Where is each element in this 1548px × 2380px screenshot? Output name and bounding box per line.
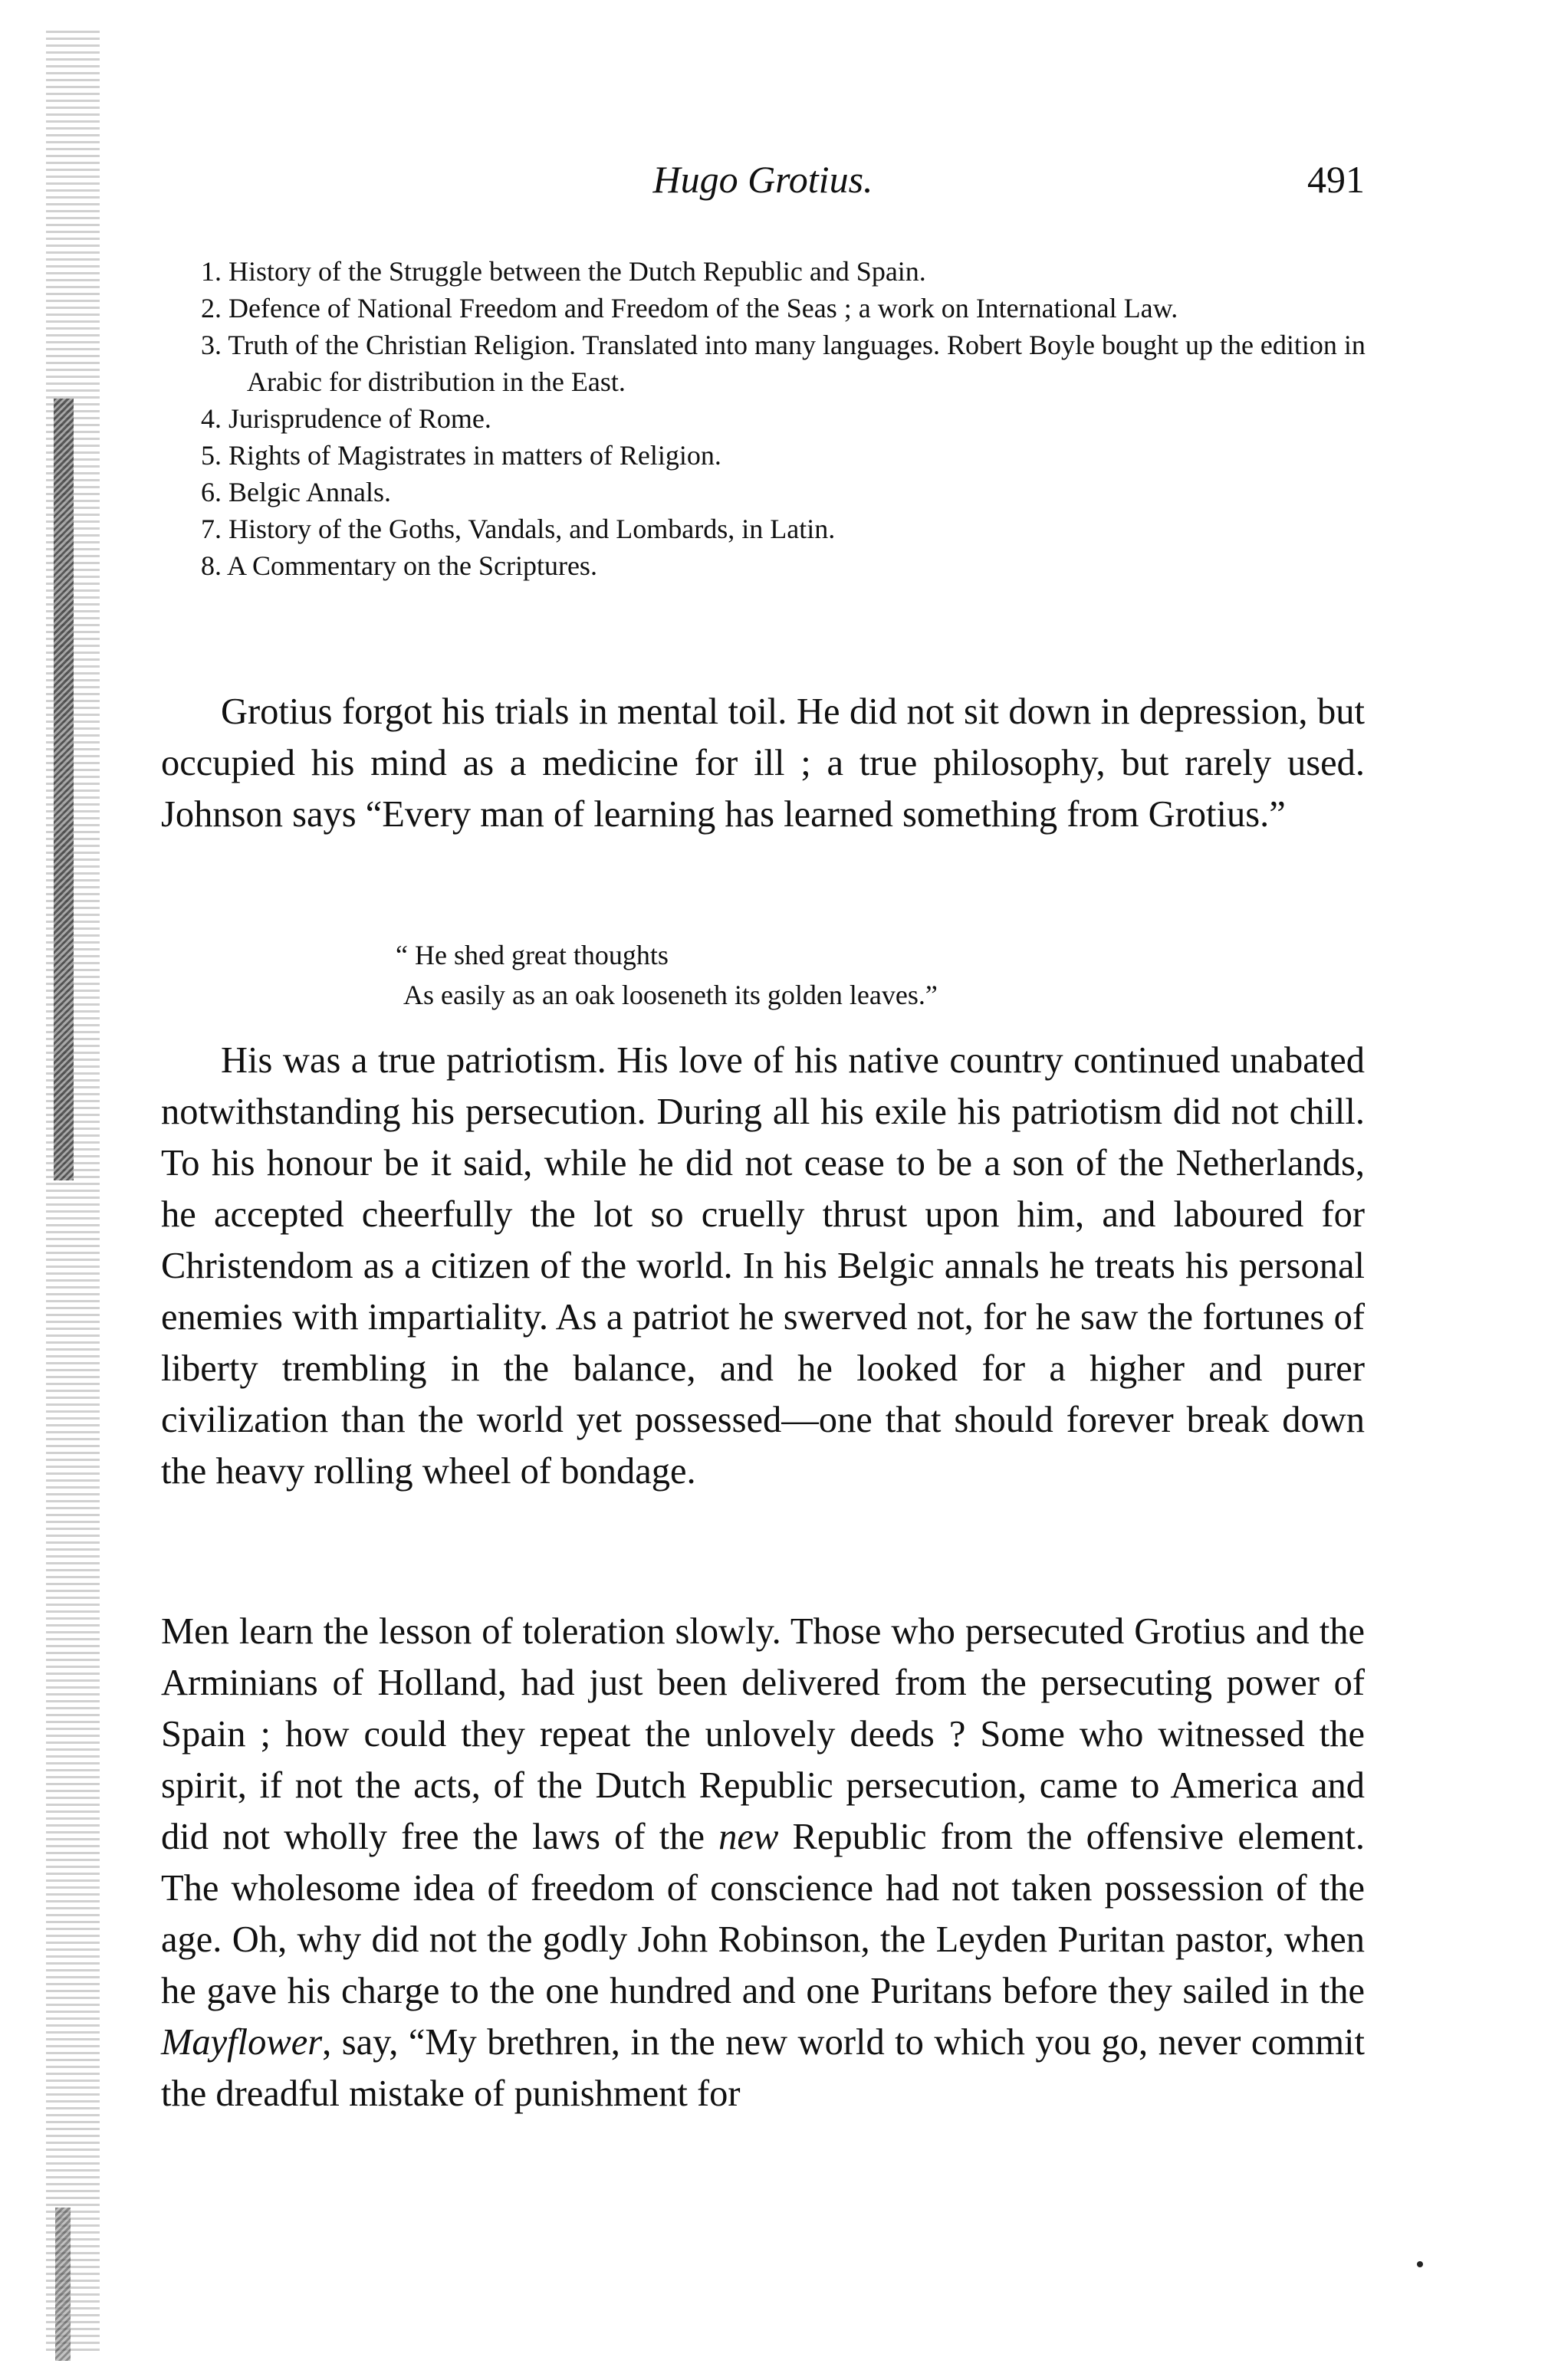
works-list-item: 3. Truth of the Christian Religion. Translated into many languages. Robert Boyle bought up the edition in Arabic for distribution in the East. <box>201 330 1366 397</box>
italic-word-new: new <box>718 1817 779 1857</box>
works-list-item: 4. Jurisprudence of Rome. <box>201 403 491 434</box>
ink-mark <box>1417 2261 1423 2267</box>
works-list-item: 6. Belgic Annals. <box>201 477 391 507</box>
paragraph-grotius-toil: Grotius forgot his trials in mental toil. He did not sit down in depression, but occupied his mind as a medicine for ill ; a true philosophy, but rarely used. Johnson says “Every man of learning has learned something from Grotius.” <box>161 691 1365 835</box>
paragraph-text: Men learn the lesson of toleration slowly. Those who persecuted Grotius and the Arminians of Holland, had just been delivered from the persecuting power of Spain ; how could they repeat the unlovely deeds ? Some who witnessed the spirit, if not the acts, of the Dutch Republic persecution, came to America and did not wholly free the laws of the <box>161 1611 1365 1857</box>
binding-edge-shadow <box>46 31 100 2353</box>
binding-edge-dark-band <box>54 399 74 1180</box>
quote-line: “ He shed great thoughts <box>396 940 669 970</box>
block-quote <box>396 935 1316 1015</box>
page-number: 491 <box>1307 158 1365 201</box>
paragraph-toleration <box>161 1606 1365 2119</box>
running-head <box>161 157 1365 211</box>
italic-word-mayflower: Mayflower <box>161 2022 323 2063</box>
works-list-item: 2. Defence of National Freedom and Freedom of the Seas ; a work on International Law. <box>201 293 1178 323</box>
binding-edge-dark-band-lower <box>55 2208 71 2361</box>
running-head-title: Hugo Grotius. <box>652 158 873 201</box>
works-list-item: 5. Rights of Magistrates in matters of Religion. <box>201 440 721 471</box>
paragraph-patriotism: His was a true patriotism. His love of his native country continued unabated notwithstanding his persecution. During all his exile his patriotism did not chill. To his honour be it said, while he did not cease to be a son of the Netherlands, he accepted cheerfully the lot so cruelly thrust upon him, and laboured for Christendom as a citizen of the world. In his Belgic annals he treats his personal enemies with impartiality. As a patriot he swerved not, for he saw the fortunes of liberty trembling in the balance, and he looked for a higher and purer civilization than the world yet possessed—one that should forever break down the heavy rolling wheel of bondage. <box>161 1040 1365 1492</box>
works-list <box>201 253 1366 584</box>
works-list-item: 1. History of the Struggle between the Dutch Republic and Spain. <box>201 256 926 287</box>
paragraph-text: , say, “My brethren, in the new world to which you go, never commit the dreadful mistake of punishment for <box>161 2022 1365 2114</box>
works-list-item: 8. A Commentary on the Scriptures. <box>201 550 597 581</box>
works-list-item: 7. History of the Goths, Vandals, and Lombards, in Latin. <box>201 514 836 544</box>
quote-line: As easily as an oak looseneth its golden leaves.” <box>403 980 938 1010</box>
paragraph-text: Republic from the offensive element. The wholesome idea of freedom of conscience had not taken possession of the age. Oh, why did not the godly John Robinson, the Leyden Puritan pastor, when he gave his charge to the one hundred and one Puritans before they sailed in the <box>161 1817 1365 2011</box>
